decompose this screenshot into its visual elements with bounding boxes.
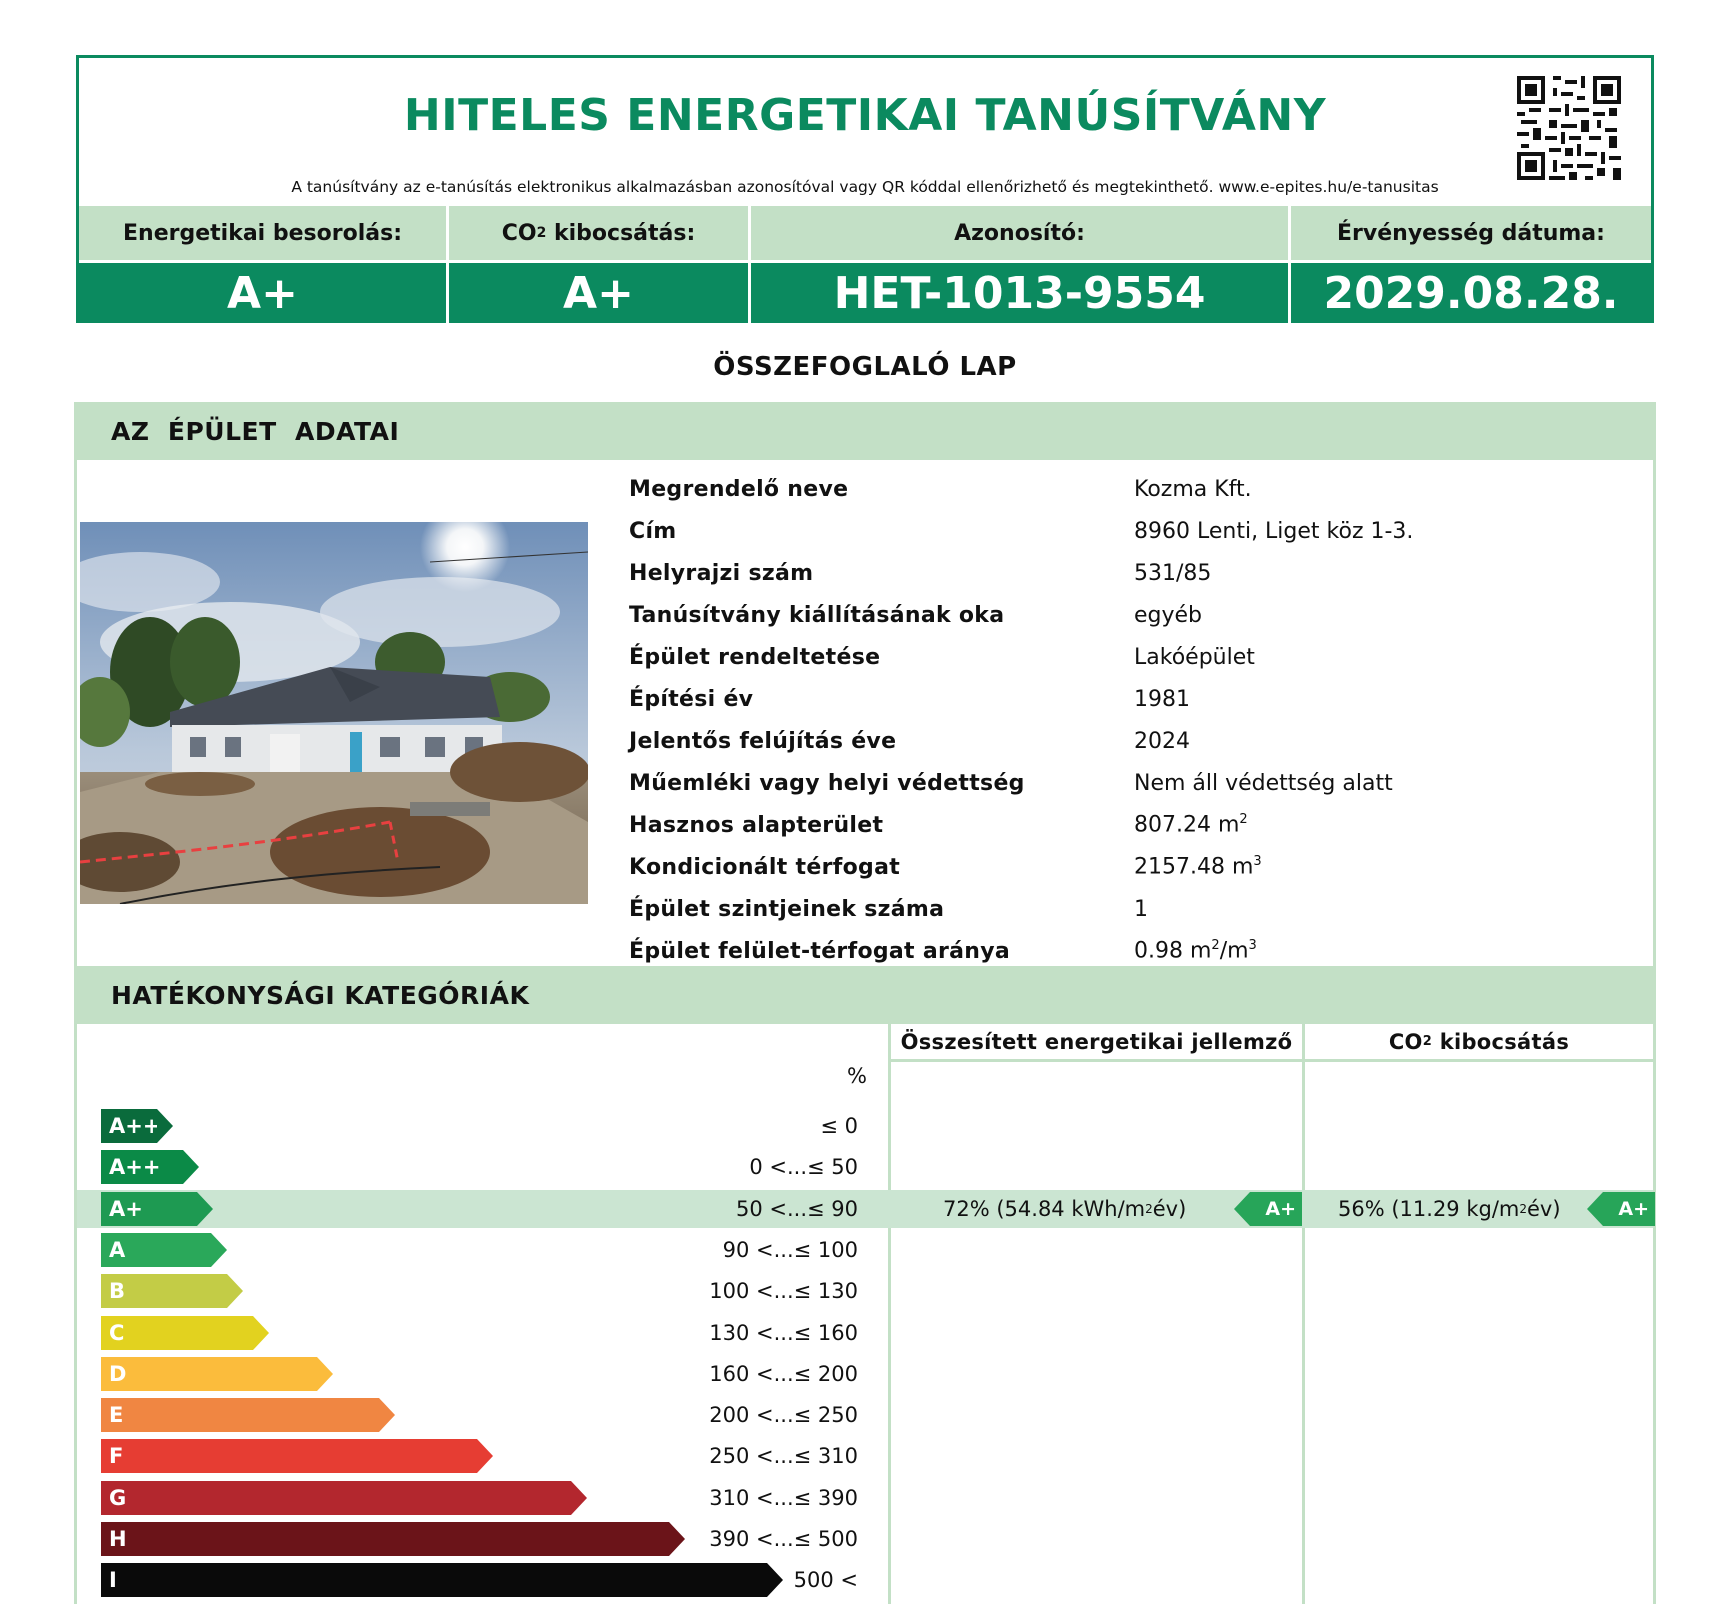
property-row: [629, 804, 1609, 846]
co2-result-text: 56% (11.29 kg/m: [1338, 1196, 1520, 1221]
property-label: Épület felület-térfogat aránya: [629, 938, 1011, 964]
band-row-e: [77, 1396, 1653, 1434]
band-label: H: [109, 1527, 127, 1551]
band-arrow: [101, 1398, 379, 1432]
property-row: [629, 510, 1609, 552]
band-range: 0 <...≤ 50: [749, 1155, 858, 1180]
band-arrow-tip: [767, 1563, 783, 1597]
property-value: [1134, 729, 1609, 754]
band-arrow: [101, 1316, 253, 1350]
band-arrow-tip: [253, 1316, 269, 1350]
band-range: 90 <...≤ 100: [722, 1237, 858, 1262]
property-label: Épület szintjeinek száma: [629, 896, 945, 922]
band-arrow-tip: [317, 1357, 333, 1391]
certificate-title: HITELES ENERGETIKAI TANÚSÍTVÁNY: [403, 90, 1327, 141]
property-value-text: Lakóépület: [1134, 644, 1255, 670]
property-label: Hasznos alapterület: [629, 812, 884, 838]
property-value: [1134, 938, 1609, 963]
property-row: [629, 552, 1609, 594]
identifier-label: Azonosító:: [751, 206, 1291, 260]
property-value-sup: 2: [1211, 938, 1220, 954]
property-value: [1134, 897, 1609, 922]
property-value-text: 531/85: [1134, 560, 1212, 586]
property-value-text: 0.98 m: [1134, 938, 1212, 964]
band-arrow-tip: [669, 1522, 685, 1556]
property-value-sup: 3: [1253, 854, 1262, 870]
co2-badge-label: A+: [1618, 1197, 1649, 1220]
building-properties: [629, 468, 1609, 972]
property-value-text: Kozma Kft.: [1134, 476, 1252, 502]
band-range: 130 <...≤ 160: [709, 1320, 858, 1345]
property-value-sup: 2: [1239, 812, 1248, 828]
property-value: [1134, 687, 1609, 712]
band-range: 500 <: [793, 1568, 858, 1593]
band-row-h: [77, 1520, 1653, 1558]
co2-column-header: [1305, 1024, 1653, 1062]
property-label: Műemléki vagy helyi védettség: [629, 770, 1025, 796]
band-arrow: [101, 1357, 317, 1391]
energy-column-header: Összesített energetikai jellemző: [891, 1024, 1302, 1062]
property-value-text: 2157.48 m: [1134, 854, 1254, 880]
band-row-i: [77, 1561, 1653, 1599]
band-row-ap: [77, 1190, 1653, 1228]
co2-result: [1338, 1190, 1561, 1228]
property-value: [1134, 603, 1609, 628]
property-row: [629, 846, 1609, 888]
band-row-b: [77, 1272, 1653, 1310]
band-row-d: [77, 1355, 1653, 1393]
energy-result-text: 72% (54.84 kWh/m: [943, 1196, 1146, 1221]
building-photo: [80, 522, 588, 904]
property-label: Cím: [629, 518, 677, 544]
co2-label-suffix: kibocsátás:: [546, 220, 696, 246]
property-value-text: 1981: [1134, 686, 1190, 712]
band-row-g: [77, 1479, 1653, 1517]
property-row: [629, 678, 1609, 720]
badge-tip: [1587, 1192, 1603, 1226]
property-value: [1134, 561, 1609, 586]
band-label: I: [109, 1568, 117, 1593]
band-label: C: [109, 1320, 125, 1345]
header-values-row: [79, 263, 1651, 323]
property-value: [1134, 645, 1609, 670]
band-arrow-tip: [197, 1192, 213, 1226]
property-value-text: 2024: [1134, 728, 1190, 754]
co2-result-tail: év): [1527, 1196, 1561, 1221]
band-label: A: [109, 1237, 126, 1262]
energy-result-tail: év): [1152, 1196, 1187, 1221]
property-row: [629, 594, 1609, 636]
property-row: [629, 762, 1609, 804]
band-row-a: [77, 1231, 1653, 1269]
validity-value: 2029.08.28.: [1323, 267, 1619, 319]
band-arrow: [101, 1274, 227, 1308]
band-label: G: [109, 1485, 127, 1510]
property-row: [629, 468, 1609, 510]
property-label: Helyrajzi szám: [629, 560, 814, 586]
property-value: [1134, 812, 1609, 837]
property-row: [629, 720, 1609, 762]
band-label: D: [109, 1361, 127, 1386]
co2-result-badge: [1603, 1192, 1655, 1226]
band-range: 250 <...≤ 310: [709, 1444, 858, 1469]
co2-header-sub: 2: [1422, 1034, 1433, 1049]
band-arrow-tip: [183, 1150, 199, 1184]
co2-header-suffix: kibocsátás: [1432, 1029, 1570, 1054]
property-value-tail: /m: [1219, 938, 1249, 964]
efficiency-categories-section: [74, 966, 1656, 1604]
band-arrow: [101, 1192, 197, 1226]
property-value: [1134, 519, 1609, 544]
band-row-f: [77, 1437, 1653, 1475]
percent-header: %: [847, 1064, 867, 1088]
energy-result: [943, 1190, 1186, 1228]
band-range: 310 <...≤ 390: [709, 1485, 858, 1510]
header-labels-row: [79, 206, 1651, 260]
categories-table: [77, 1024, 1653, 1604]
property-label: Építési év: [629, 686, 754, 712]
band-arrow-tip: [379, 1398, 395, 1432]
summary-title: ÖSSZEFOGLALÓ LAP: [713, 352, 1017, 382]
band-arrow: [101, 1439, 477, 1473]
property-value-text: egyéb: [1134, 602, 1203, 628]
band-arrow: [101, 1563, 767, 1597]
band-arrow: [101, 1481, 571, 1515]
property-value: [1134, 477, 1609, 502]
certificate-header: [76, 55, 1654, 323]
co2-result-sup: 2: [1519, 1201, 1528, 1216]
property-row: [629, 888, 1609, 930]
band-range: 390 <...≤ 500: [709, 1527, 858, 1551]
band-label: A+: [109, 1196, 143, 1221]
property-value: [1134, 771, 1609, 796]
property-label: Kondicionált térfogat: [629, 854, 901, 880]
band-arrow: [101, 1233, 211, 1267]
band-range: 100 <...≤ 130: [709, 1279, 858, 1304]
band-range: ≤ 0: [820, 1114, 858, 1138]
band-range: 50 <...≤ 90: [735, 1196, 858, 1221]
co2-label-prefix: CO: [501, 220, 537, 246]
band-label: F: [109, 1444, 124, 1469]
band-label: E: [109, 1403, 124, 1428]
band-arrow-tip: [477, 1439, 493, 1473]
co2-header-prefix: CO: [1388, 1029, 1423, 1054]
band-label: A+++: [109, 1114, 179, 1138]
property-value-sup: 3: [1248, 938, 1257, 954]
property-value: [1134, 854, 1609, 879]
property-label: Megrendelő neve: [629, 476, 849, 502]
band-label: A++: [109, 1155, 161, 1180]
band-row-app: [77, 1148, 1653, 1186]
certificate-subtitle: A tanúsítvány az e-tanúsítás elektronikus alkalmazásban azonosítóval vagy QR kóddal ellenőrizhető és megtekinthető. www.e-epites.hu/e-tanusitas: [291, 178, 1439, 196]
band-arrow: [101, 1109, 179, 1143]
band-arrow-tip: [211, 1233, 227, 1267]
property-value-text: Nem áll védettség alatt: [1134, 770, 1393, 796]
property-label: Épület rendeltetése: [629, 644, 881, 670]
energy-badge-label: A+: [1265, 1197, 1296, 1220]
building-data-section: [74, 402, 1656, 966]
band-label: B: [109, 1279, 126, 1304]
band-arrow-tip: [227, 1274, 243, 1308]
categories-section-heading: HATÉKONYSÁGI KATEGÓRIÁK: [77, 966, 1653, 1024]
energy-rating-label: Energetikai besorolás:: [79, 206, 449, 260]
co2-label-sub: 2: [536, 225, 547, 241]
building-section-heading: AZ ÉPÜLET ADATAI: [77, 402, 1653, 460]
validity-label: Érvényesség dátuma:: [1337, 220, 1605, 246]
property-label: Jelentős felújítás éve: [629, 728, 897, 754]
identifier-value: HET-1013-9554: [751, 263, 1291, 323]
property-value-text: 807.24 m: [1134, 812, 1240, 838]
band-range: 160 <...≤ 200: [709, 1361, 858, 1386]
energy-result-badge: [1250, 1192, 1302, 1226]
band-range: 200 <...≤ 250: [709, 1403, 858, 1428]
band-arrow-tip: [571, 1481, 587, 1515]
energy-result-sup: 2: [1145, 1201, 1153, 1216]
band-arrow: [101, 1522, 669, 1556]
property-row: [629, 636, 1609, 678]
qr-code-icon: [1517, 76, 1621, 180]
property-value-text: 8960 Lenti, Liget köz 1-3.: [1134, 518, 1414, 544]
band-arrow-tip: [157, 1109, 173, 1143]
property-label: Tanúsítvány kiállításának oka: [629, 602, 1005, 628]
energy-rating-value: A+: [79, 263, 449, 323]
band-arrow: [101, 1150, 183, 1184]
badge-tip: [1234, 1192, 1250, 1226]
co2-emission-label: [449, 206, 751, 260]
co2-rating-value: A+: [449, 263, 751, 323]
band-row-c: [77, 1314, 1653, 1352]
property-value-text: 1: [1134, 896, 1148, 922]
band-row-appp: [77, 1107, 1653, 1145]
